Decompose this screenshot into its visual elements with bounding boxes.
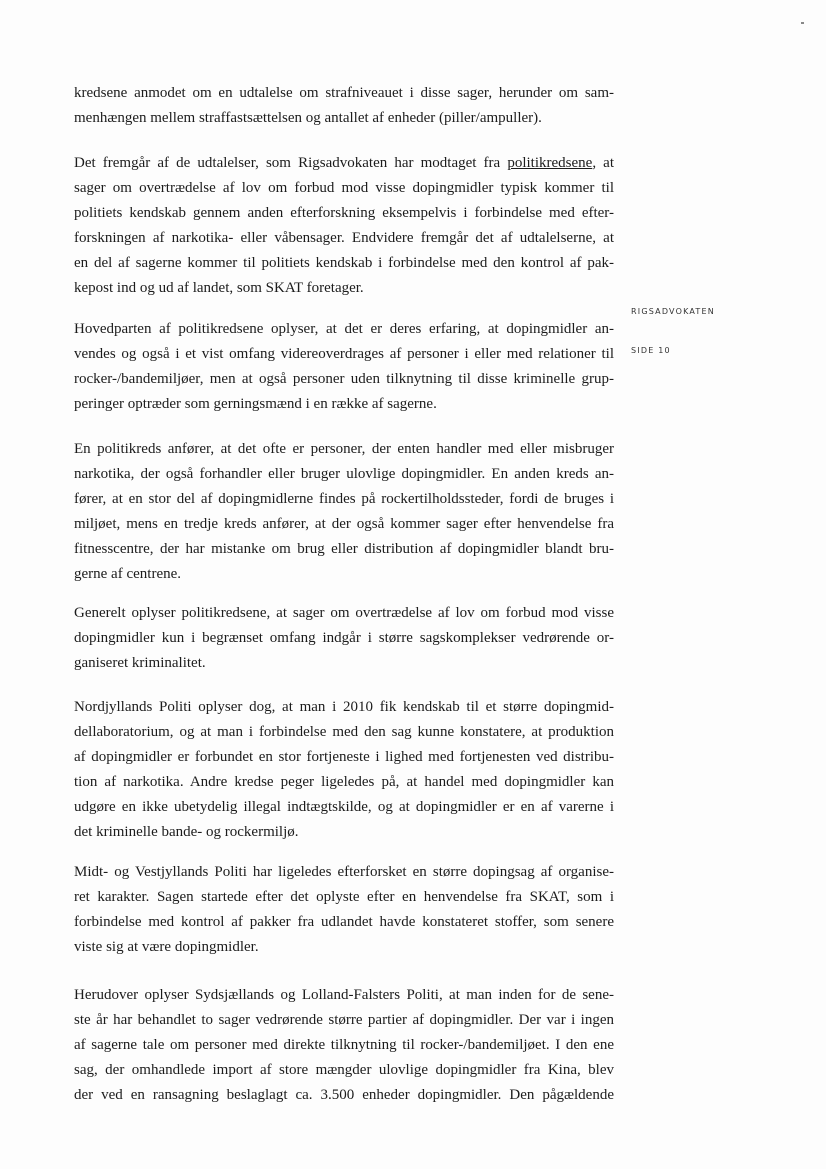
text-line: ste år har behandlet to sager vedrørende større partier af dopingmidler. Der var i ingen [74, 1012, 614, 1028]
text-line: gerne af centrene. [74, 566, 182, 582]
text-line: sager om overtrædelse af lov om forbud mod visse dopingmidler typisk kommer til [74, 180, 614, 196]
paragraph-3 [74, 317, 614, 417]
text-line: det kriminelle bande- og rockermiljø. [74, 824, 299, 840]
text-line: miljøet, mens en tredje kreds anfører, at der også kommer sager efter henvendelse fra [74, 516, 614, 532]
text-line: Hovedparten af politikredsene oplyser, at det er deres erfaring, at dopingmidler an- [74, 321, 614, 337]
text-line: af dopingmidler er forbundet en stor fortjeneste i lighed med fortjenesten ved distribu- [74, 749, 614, 765]
text-line: fører, at en stor del af dopingmidlerne findes på rockertilholdssteder, fordi de bruges i [74, 491, 614, 507]
text-line: af sagerne tale om personer med direkte tilknytning til rocker-/bandemiljøet. I den ene [74, 1037, 614, 1053]
text-line: Generelt oplyser politikredsene, at sager om overtrædelse af lov om forbud mod visse [74, 605, 614, 621]
text-line: viste sig at være dopingmidler. [74, 939, 259, 955]
paragraph-2 [74, 151, 614, 301]
text-line: ret karakter. Sagen startede efter det oplyste efter en henvendelse fra SKAT, som i [74, 889, 614, 905]
page-number: SIDE 10 [631, 346, 671, 355]
text-line: dellaboratorium, og at man i forbindelse med den sag kunne konstatere, at produktion [74, 724, 614, 740]
text-line: Herudover oplyser Sydsjællands og Lolland-Falsters Politi, at man inden for de sene- [74, 987, 614, 1003]
text-line: Det fremgår af de udtalelser, som Rigsadvokaten har modtaget fra politikredsene, at [74, 155, 615, 171]
underlined-word: politikredsene [507, 155, 593, 171]
text-line: rocker-/bandemiljøer, men at også personer uden tilknytning til disse kriminelle grup- [74, 371, 614, 387]
text-line: forskningen af narkotika- eller våbensager. Endvidere fremgår det af udtalelserne, at [74, 230, 614, 246]
text-line: sag, der omhandlede import af store mængder ulovlige dopingmidler fra Kina, blev [74, 1062, 614, 1078]
paragraph-6 [74, 695, 614, 845]
text-line: udgøre en ikke ubetydelig illegal indtægtskilde, og at dopingmidler er en af varerne i [74, 799, 614, 815]
text-line: forbindelse med kontrol af pakker fra udlandet havde konstateret stoffer, som senere [74, 914, 614, 930]
paragraph-7 [74, 860, 614, 960]
text-line: peringer optræder som gerningsmænd i en række af sagerne. [74, 396, 437, 412]
text-line: politiets kendskab gennem anden efterforskning eksempelvis i forbindelse med efter- [74, 205, 614, 221]
org-name: RIGSADVOKATEN [631, 307, 715, 316]
text-line: Nordjyllands Politi oplyser dog, at man i 2010 fik kendskab til et større dopingmid- [74, 699, 614, 715]
paragraph-8 [74, 983, 614, 1108]
text-line: fitnesscentre, der har mistanke om brug eller distribution af dopingmidler blandt bru- [74, 541, 614, 557]
paragraph-4 [74, 437, 614, 587]
text-line: tion af narkotika. Andre kredse peger ligeledes på, at handel med dopingmidler kan [74, 774, 614, 790]
text-line: kepost ind og ud af landet, som SKAT foretager. [74, 280, 364, 296]
text-line: kredsene anmodet om en udtalelse om strafniveauet i disse sager, herunder om sam- [74, 85, 614, 101]
text-line: en del af sagerne kommer til politiets kendskab i forbindelse med den kontrol af pak- [74, 255, 614, 271]
text-line: menhængen mellem straffastsættelsen og antallet af enheder (piller/ampuller). [74, 110, 542, 126]
text-line: dopingmidler kun i begrænset omfang indgår i større sagskomplekser vedrørende or- [74, 630, 614, 646]
text-line: vendes og også i et vist omfang videreoverdrages af personer i eller med relationer til [74, 346, 614, 362]
paragraph-1 [74, 81, 614, 131]
text-line: narkotika, der også forhandler eller bruger ulovlige dopingmidler. En anden kreds an- [74, 466, 614, 482]
text-line: der ved en ransagning beslaglagt ca. 3.500 enheder dopingmidler. Den pågældende [74, 1087, 614, 1103]
text-line: ganiseret kriminalitet. [74, 655, 206, 671]
scan-mark [801, 22, 804, 24]
text-line: En politikreds anfører, at det ofte er personer, der enten handler med eller misbruger [74, 441, 614, 457]
text-line: Midt- og Vestjyllands Politi har ligeledes efterforsket en større dopingsag af organise- [74, 864, 614, 880]
paragraph-5 [74, 601, 614, 676]
